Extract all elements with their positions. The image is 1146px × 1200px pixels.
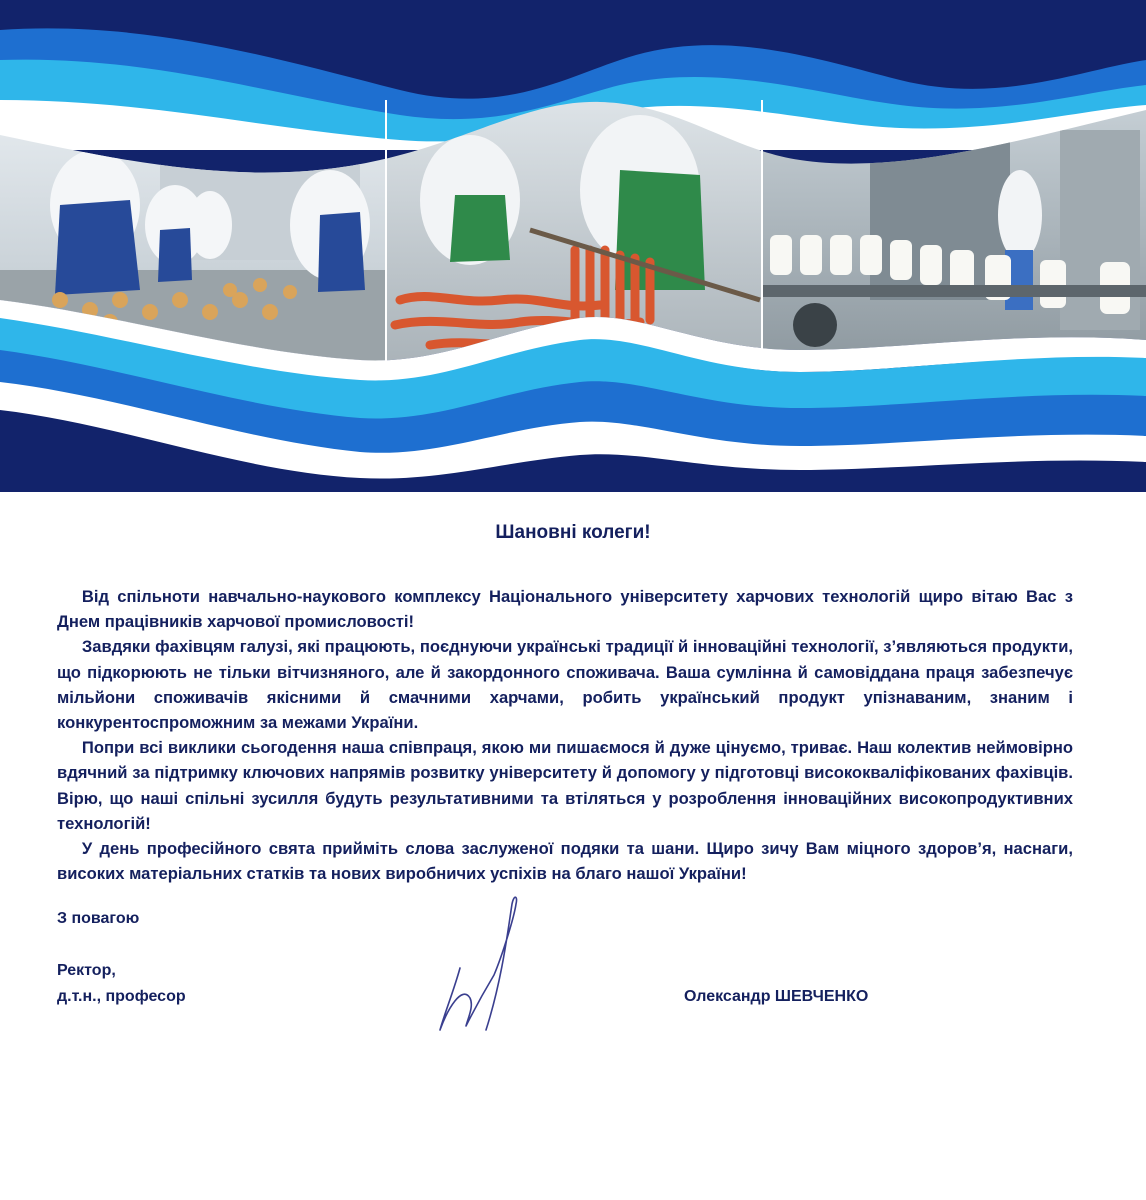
letter-heading: Шановні колеги! bbox=[495, 522, 651, 543]
letter-paragraph: Завдяки фахівцям галузі, які працюють, поєднуючи українські традиції й інноваційні технології, з’являються продукти, що підкорюють не тільки вітчизняного, але й закордонного споживача. Ваша сумлінна й самовіддана праця забезпечує мільйони споживачів якісними й смачними харчами, робить український продукт упізнаваним, знаним і конкурентоспроможним за межами України. bbox=[57, 637, 1073, 733]
letter-paragraph: Від спільноти навчально-наукового комплексу Національного університету харчових технологій щиро вітаю Вас з Днем працівників харчової промисловості! bbox=[57, 587, 1073, 632]
banner-graphic bbox=[0, 0, 1146, 492]
letter-paragraph: У день професійного свята прийміть слова заслуженої подяки та шани. Щиро зичу Вам міцного здоров’я, наснаги, високих матеріальних статків та нових виробничих успіхів на благо нашої України! bbox=[57, 839, 1073, 884]
handwritten-signature bbox=[430, 890, 530, 1040]
greeting-letter bbox=[0, 492, 1146, 1200]
signer-name: Олександр ШЕВЧЕНКО bbox=[684, 988, 869, 1005]
letter-paragraph: Попри всі виклики сьогодення наша співпраця, якою ми пишаємося й дуже цінуємо, триває. Наш колектив неймовірно вдячний за підтримку ключових напрямів розвитку університету й допомогу у підготовці висококваліфікованих фахівців. Вірю, що наші спільні зусилля будуть результативними та втіляться у розроблення інноваційних високопродуктивних технологій! bbox=[57, 738, 1073, 833]
closing-phrase: З повагою bbox=[57, 910, 140, 927]
signer-degree: д.т.н., професор bbox=[57, 988, 186, 1005]
header-banner bbox=[0, 0, 1146, 492]
signer-position: Ректор, bbox=[57, 962, 116, 979]
letter-body bbox=[57, 584, 1073, 886]
